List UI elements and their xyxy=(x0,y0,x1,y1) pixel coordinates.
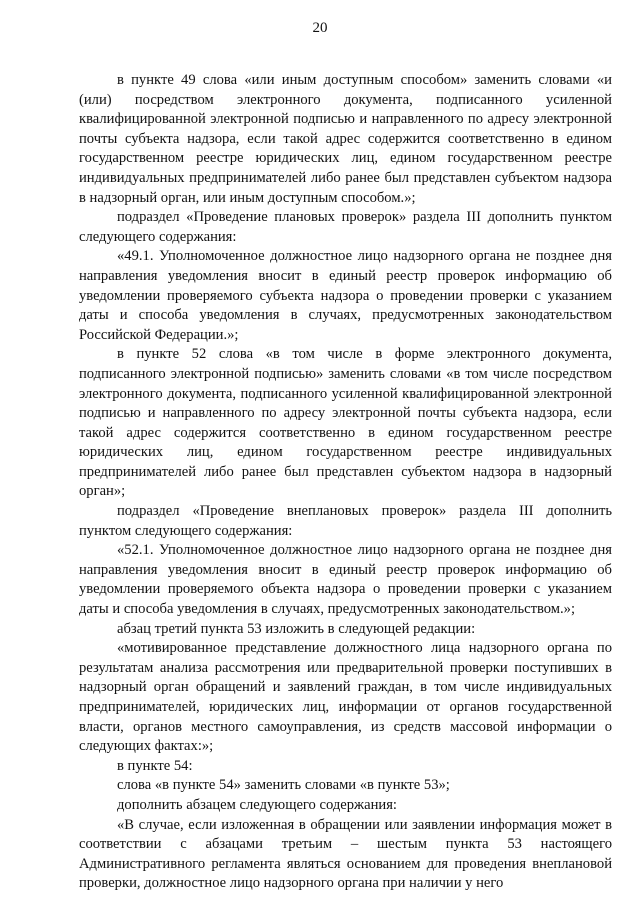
paragraph-10: слова «в пункте 54» заменить словами «в пункте 53»; xyxy=(117,777,450,794)
paragraph-9: в пункте 54: xyxy=(117,757,193,774)
paragraph-5: подраздел «Проведение внеплановых проверок» раздела III дополнить пунктом следующего содержания: xyxy=(79,503,612,539)
paragraph-11: дополнить абзацем следующего содержания: xyxy=(117,796,397,813)
paragraph-4: в пункте 52 слова «в том числе в форме электронного документа, подписанного электронной подписью» заменить словами «в том числе посредством электронного документа, подписанного усиленной квалифицированной электронной подписью и направленного по адресу электронной почты субъекта надзора, если такой адрес содержится соответственно в едином государственном реестре юридических лиц, едином государственном реестре индивидуальных предпринимателей либо ранее был представлен субъектом надзора в надзорный орган»; xyxy=(79,346,612,500)
page-number: 20 xyxy=(312,20,328,36)
document-body xyxy=(79,71,612,894)
paragraph-7: абзац третий пункта 53 изложить в следующей редакции: xyxy=(117,620,476,637)
paragraph-6: «52.1. Уполномоченное должностное лицо надзорного органа не позднее дня направления уведомления вносит в единый реестр проверок информацию об уведомлении проверяемого объекта надзора о проведении проверки с указанием даты и способа уведомления в случаях, предусмотренных законодательством.»; xyxy=(79,542,612,618)
paragraph-12: «В случае, если изложенная в обращении или заявлении информация может в соответствии с абзацами третьим – шестым пункта 53 настоящего Административного регламента являться основанием для проведения внеплановой проверки, должностное лицо надзорного органа при наличии у него xyxy=(79,816,612,892)
paragraph-3: «49.1. Уполномоченное должностное лицо надзорного органа не позднее дня направления уведомления вносит в единый реестр проверок информацию об уведомлении проверяемого субъекта надзора о проведении проверки с указанием даты и способа уведомления в случаях, предусмотренных законодательством Российской Федерации.»; xyxy=(79,248,612,343)
paragraph-2: подраздел «Проведение плановых проверок» раздела III дополнить пунктом следующего содержания: xyxy=(79,209,612,245)
paragraph-8: «мотивированное представление должностного лица надзорного органа по результатам анализа рассмотрения или предварительной проверки поступивших в надзорный орган обращений и заявлений граждан, в том числе индивидуальных предпринимателей, юридических лиц, информации от органов государственной власти, органов местного самоуправления, из средств массовой информации о следующих фактах:»; xyxy=(79,640,612,755)
paragraph-1: в пункте 49 слова «или иным доступным способом» заменить словами «и (или) посредством электронного документа, подписанного усиленной квалифицированной электронной подписью и направленного по адресу электронной почты субъекта надзора, если такой адрес содержится соответственно в едином государственном реестре юридических лиц, едином государственном реестре индивидуальных предпринимателей либо ранее был представлен субъектом надзора в надзорный орган, или иным доступным способом.»; xyxy=(79,72,612,206)
